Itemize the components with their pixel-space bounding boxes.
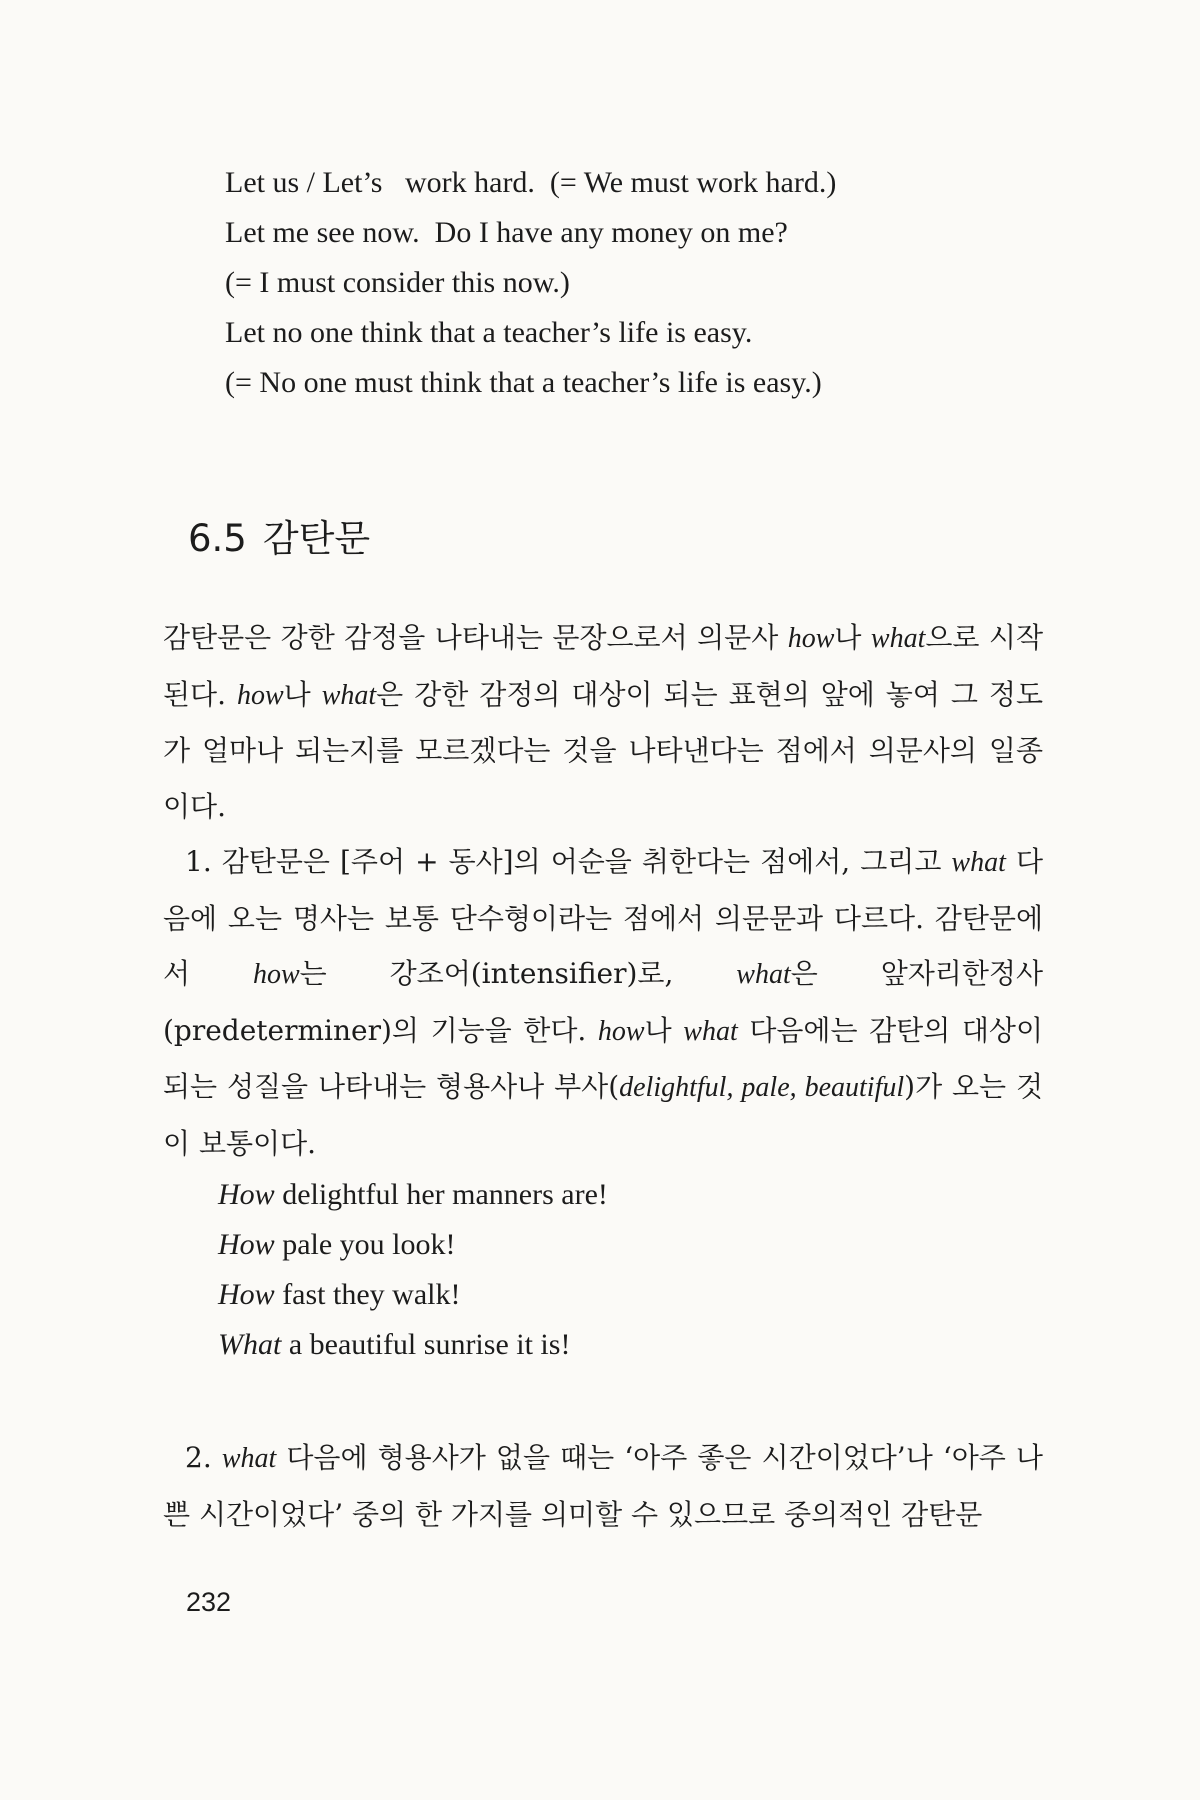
section-heading bbox=[188, 508, 370, 562]
exclamative-keyword: How bbox=[218, 1228, 275, 1261]
text-run: 나 bbox=[834, 621, 871, 654]
italic-term: delightful, pale, beautiful bbox=[619, 1072, 905, 1103]
text-run: 2. bbox=[185, 1441, 222, 1474]
exclamative-keyword: What bbox=[218, 1328, 282, 1361]
example-line: (= I must consider this now.) bbox=[225, 266, 570, 299]
text-run: 나 bbox=[283, 677, 322, 711]
text-run: 는 강조어(intensifier)로, bbox=[299, 957, 737, 990]
example-rest: delightful her manners are! bbox=[274, 1178, 608, 1211]
italic-term: what bbox=[683, 1015, 738, 1047]
text-run: 으로 시작된다. bbox=[163, 621, 1043, 711]
exclamative-keyword: How bbox=[218, 1278, 275, 1311]
text-run: 감탄문은 강한 감정을 나타내는 문장으로서 의문사 bbox=[163, 621, 788, 654]
example-line bbox=[218, 1170, 608, 1220]
text-run: 1. 감탄문은 [주어 + 동사]의 어순을 취한다는 점에서, 그리고 bbox=[185, 845, 952, 878]
text-run: 다음에 형용사가 없을 때는 ‘아주 좋은 시간이었다’나 ‘아주 나쁜 시간이었다’ 중의 한 가지를 의미할 수 있으므로 중의적인 감탄문 bbox=[163, 1441, 1043, 1531]
italic-term: how bbox=[252, 959, 300, 990]
example-sentences-let bbox=[225, 158, 836, 408]
point-1-paragraph bbox=[163, 834, 1043, 1171]
italic-term: what bbox=[736, 959, 791, 990]
page-number: 232 bbox=[186, 1587, 232, 1617]
text-run: 다음에 오는 명사는 보통 단수형이라는 점에서 의문문과 다르다. 감탄문에서 bbox=[163, 845, 1043, 990]
italic-term: what bbox=[951, 847, 1006, 878]
example-rest: pale you look! bbox=[274, 1228, 456, 1261]
example-rest: a beautiful sunrise it is! bbox=[281, 1328, 571, 1361]
point-2-paragraph bbox=[163, 1430, 1043, 1542]
text-run: 다음에는 감탄의 대상이 되는 성질을 나타내는 형용사나 부사( bbox=[163, 1013, 1044, 1103]
section-title: 감탄문 bbox=[262, 517, 371, 560]
intro-paragraph bbox=[163, 610, 1043, 834]
italic-term: what bbox=[321, 679, 377, 711]
example-line bbox=[218, 1270, 608, 1320]
italic-term: what bbox=[870, 623, 926, 654]
italic-term: how bbox=[597, 1015, 645, 1047]
italic-term: how bbox=[236, 679, 284, 711]
example-sentences-exclamative bbox=[218, 1170, 608, 1370]
example-line: Let no one think that a teacher’s life is easy. bbox=[225, 316, 753, 349]
italic-term: what bbox=[221, 1443, 277, 1474]
example-line bbox=[218, 1320, 608, 1370]
text-run: 나 bbox=[644, 1013, 684, 1047]
italic-term: how bbox=[787, 623, 835, 654]
text-run: 은 앞자리한정사(predeterminer)의 기능을 한다. bbox=[163, 957, 1043, 1047]
body-text bbox=[163, 610, 1043, 1171]
example-line: Let us / Let’s work hard. (= We must work hard.) bbox=[225, 166, 837, 199]
body-text-2 bbox=[163, 1430, 1043, 1542]
section-number: 6.5 bbox=[188, 517, 247, 560]
example-line bbox=[218, 1220, 608, 1270]
text-run: )가 오는 것이 보통이다. bbox=[163, 1070, 1043, 1160]
example-line: (= No one must think that a teacher’s life is easy.) bbox=[225, 366, 822, 399]
example-rest: fast they walk! bbox=[274, 1278, 461, 1311]
exclamative-keyword: How bbox=[218, 1178, 275, 1211]
example-line: Let me see now. Do I have any money on me? bbox=[225, 216, 788, 249]
text-run: 은 강한 감정의 대상이 되는 표현의 앞에 놓여 그 정도가 얼마나 되는지를 모르겠다는 것을 나타낸다는 점에서 의문사의 일종이다. bbox=[163, 677, 1043, 823]
